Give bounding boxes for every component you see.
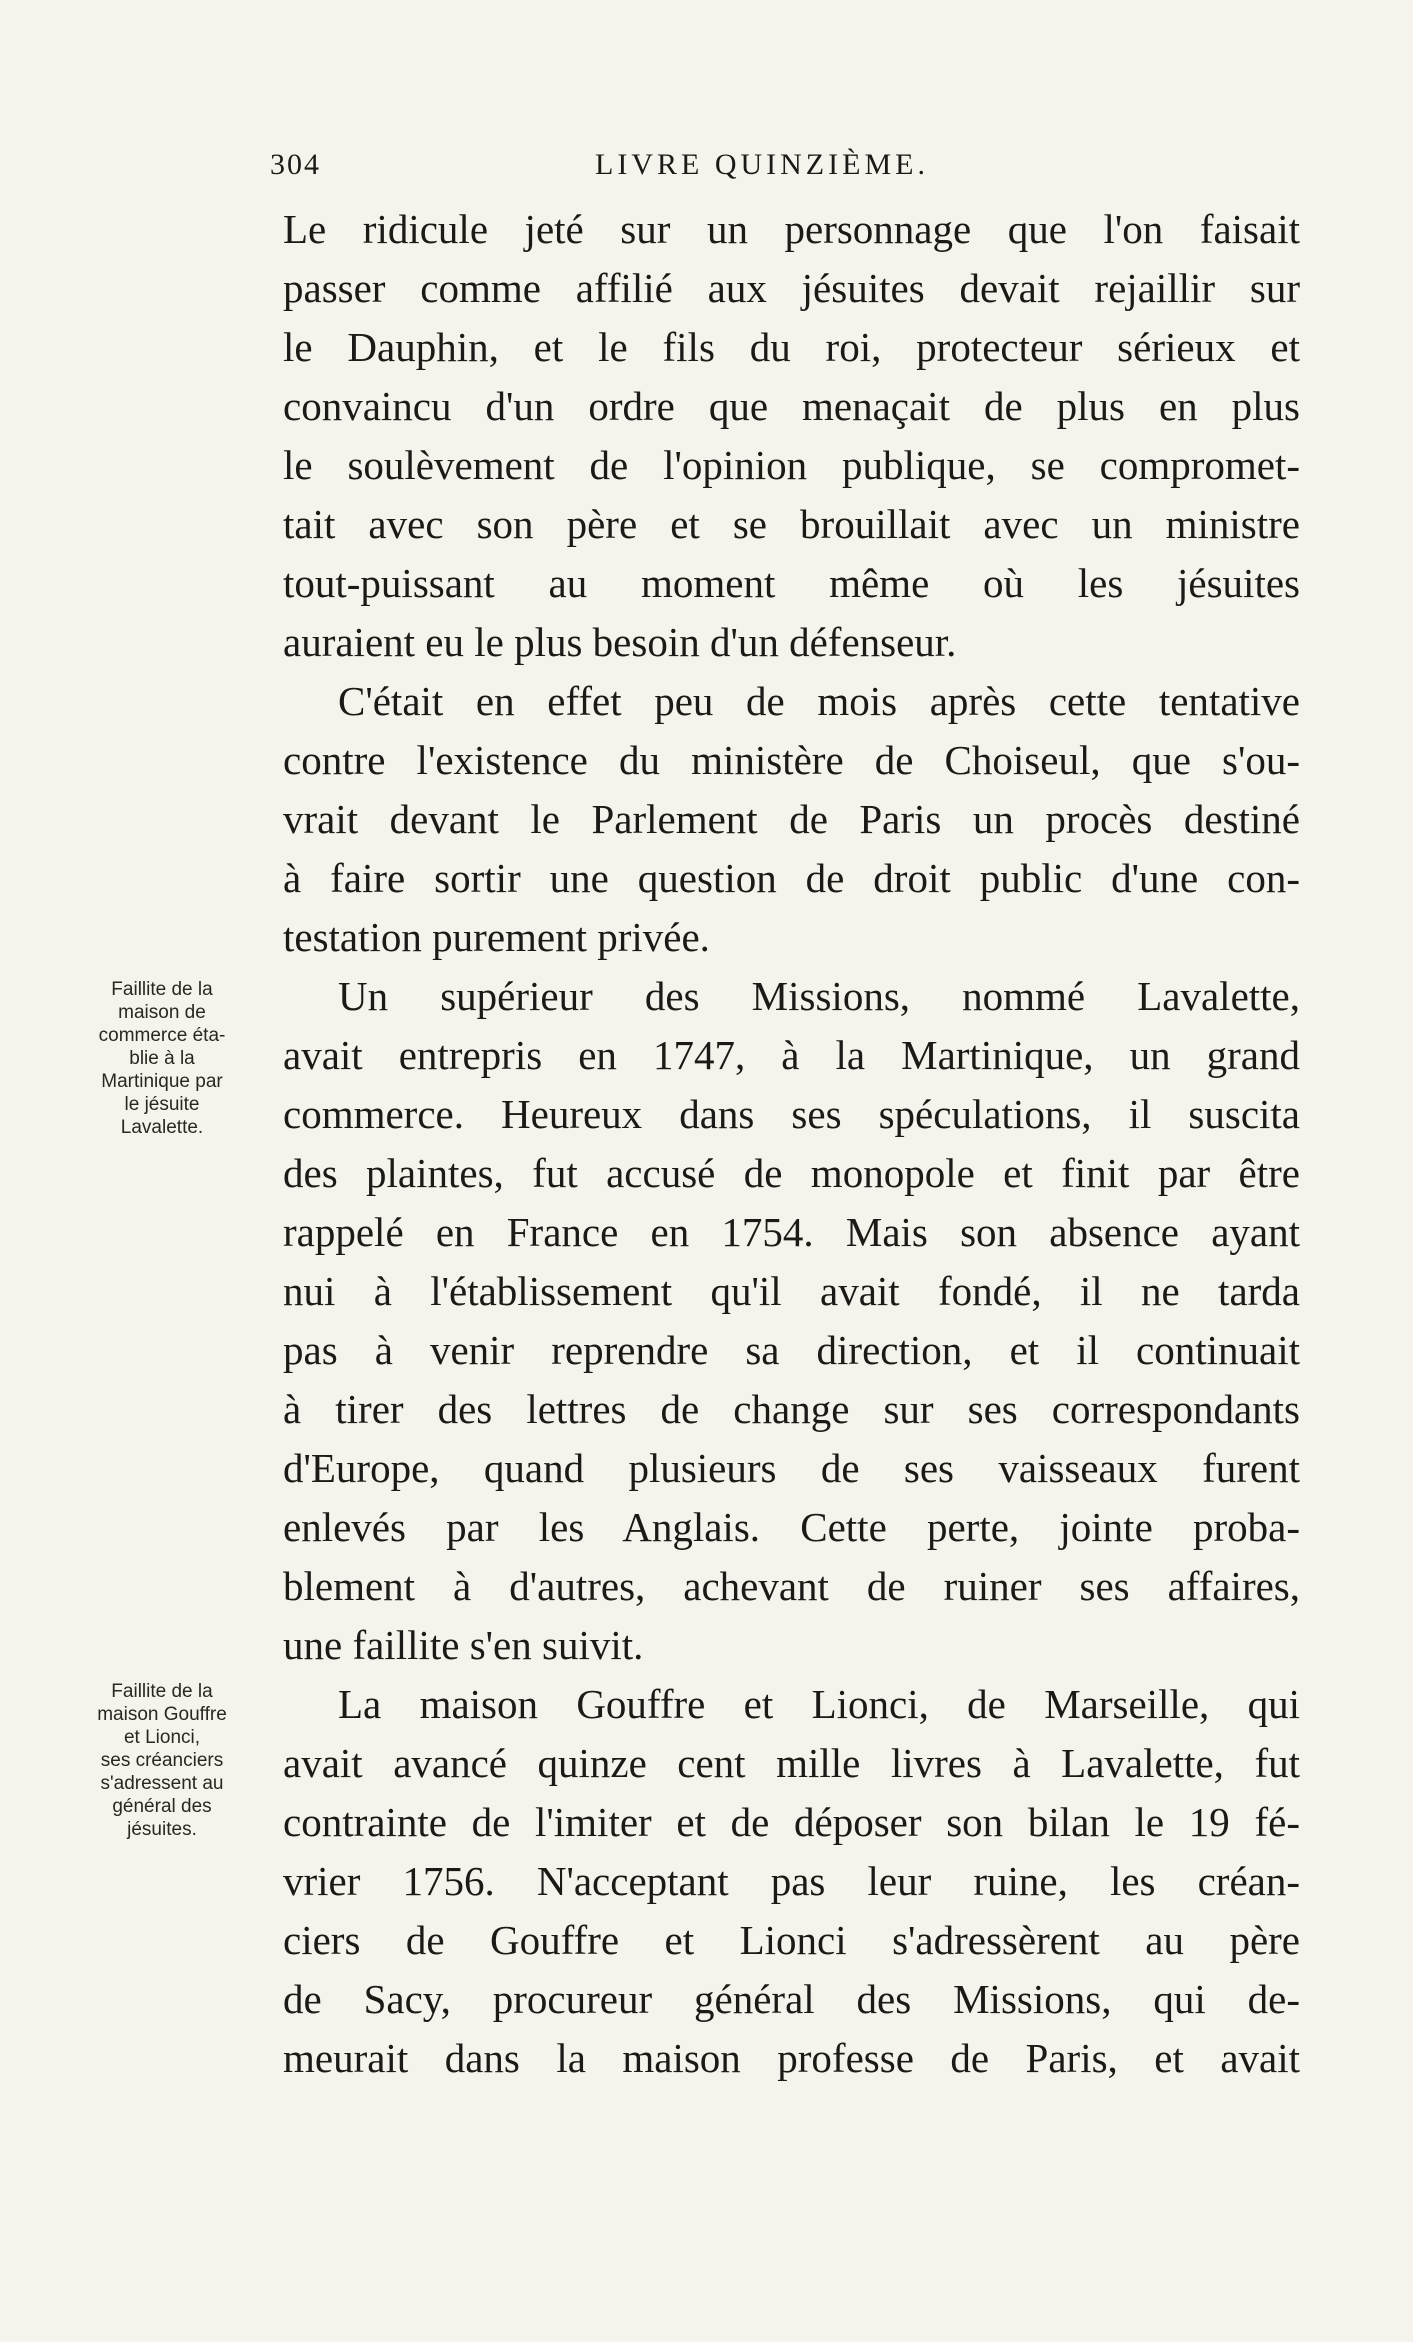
text-line: convaincu d'un ordre que menaçait de plus en plus (283, 383, 1300, 429)
running-header (270, 148, 1320, 188)
text-line: vrier 1756. N'acceptant pas leur ruine, les créan- (283, 1858, 1300, 1904)
text-line: tait avec son père et se brouillait avec un ministre (283, 501, 1300, 547)
text-line: meurait dans la maison professe de Paris, et avait (283, 2035, 1300, 2081)
note-line: maison de (118, 1002, 206, 1023)
running-title: LIVRE QUINZIÈME. (595, 148, 929, 181)
text-line: Le ridicule jeté sur un personnage que l'on faisait (283, 206, 1300, 252)
text-line: Un supérieur des Missions, nommé Lavalette, (338, 973, 1300, 1019)
text-line: d'Europe, quand plusieurs de ses vaisseaux furent (283, 1445, 1300, 1491)
text-line: La maison Gouffre et Lionci, de Marseille, qui (338, 1681, 1300, 1727)
note-line: jésuites. (127, 1819, 197, 1840)
note-line: commerce éta- (98, 1025, 226, 1046)
text-line: tout-puissant au moment même où les jésuites (283, 560, 1300, 606)
note-line: blie à la (129, 1048, 195, 1069)
text-line: des plaintes, fut accusé de monopole et finit par être (283, 1150, 1300, 1196)
text-line: le soulèvement de l'opinion publique, se compromet- (283, 442, 1300, 488)
text-line: passer comme affilié aux jésuites devait rejaillir sur (283, 265, 1300, 311)
text-line: contrainte de l'imiter et de déposer son bilan le 19 fé- (283, 1799, 1300, 1845)
text-line: rappelé en France en 1754. Mais son absence ayant (283, 1209, 1300, 1255)
text-line: à tirer des lettres de change sur ses correspondants (283, 1386, 1300, 1432)
page-number: 304 (270, 148, 321, 181)
text-line: pas à venir reprendre sa direction, et il continuait (283, 1327, 1300, 1373)
body-text (283, 200, 1300, 2088)
text-line: de Sacy, procureur général des Missions, qui de- (283, 1976, 1300, 2022)
note-line: Martinique par (101, 1071, 223, 1092)
text-line: ciers de Gouffre et Lionci s'adressèrent au père (283, 1917, 1300, 1963)
margin-note-lavalette (52, 978, 272, 1139)
note-line: Lavalette. (120, 1117, 204, 1138)
text-line: à faire sortir une question de droit public d'une con- (283, 855, 1300, 901)
note-line: le jésuite (124, 1094, 200, 1115)
note-line: s'adressent au (100, 1773, 224, 1794)
text-line: blement à d'autres, achevant de ruiner ses affaires, (283, 1563, 1300, 1609)
text-line: C'était en effet peu de mois après cette tentative (338, 678, 1300, 724)
note-line: ses créanciers (100, 1750, 224, 1771)
text-line: enlevés par les Anglais. Cette perte, jointe proba- (283, 1504, 1300, 1550)
text-line: nui à l'établissement qu'il avait fondé, il ne tarda (283, 1268, 1300, 1314)
text-line: testation purement privée. (283, 914, 710, 960)
note-line: maison Gouffre (97, 1704, 227, 1725)
text-line: avait entrepris en 1747, à la Martinique, un grand (283, 1032, 1300, 1078)
text-line: le Dauphin, et le fils du roi, protecteur sérieux et (283, 324, 1300, 370)
text-line: auraient eu le plus besoin d'un défenseur. (283, 619, 957, 665)
margin-note-gouffre (52, 1680, 272, 1841)
text-line: une faillite s'en suivit. (283, 1622, 644, 1668)
text-line: vrait devant le Parlement de Paris un procès destiné (283, 796, 1300, 842)
note-line: général des (112, 1796, 212, 1817)
note-line: Faillite de la (111, 1681, 213, 1702)
text-line: avait avancé quinze cent mille livres à Lavalette, fut (283, 1740, 1300, 1786)
text-line: contre l'existence du ministère de Choiseul, que s'ou- (283, 737, 1300, 783)
note-line: et Lionci, (123, 1727, 201, 1748)
note-line: Faillite de la (111, 979, 213, 1000)
text-line: commerce. Heureux dans ses spéculations, il suscita (283, 1091, 1300, 1137)
